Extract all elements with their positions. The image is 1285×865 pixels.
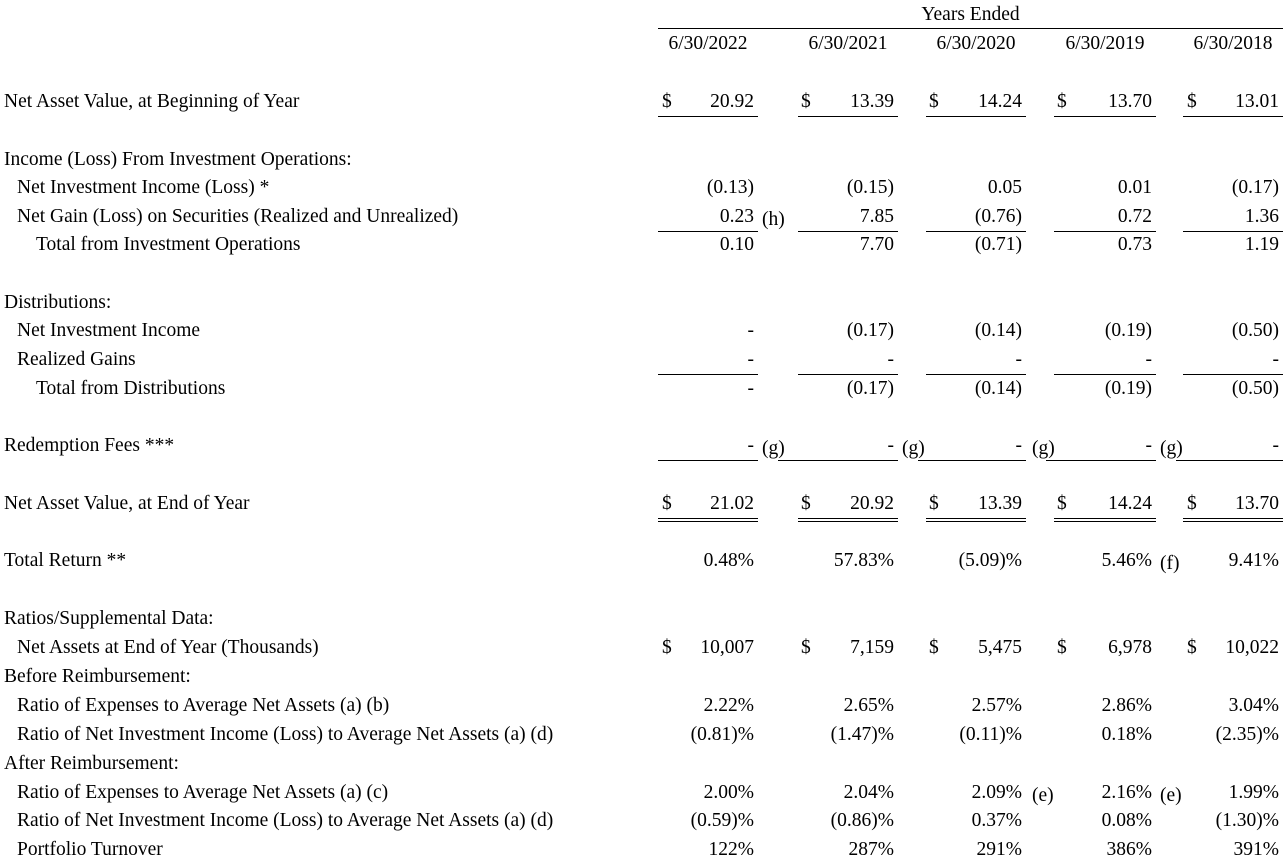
currency-symbol: $ [929,91,939,112]
nav-end-value: 20.92 [850,493,894,514]
net-gain-value: 0.72 [1117,206,1152,227]
total-return-value: 9.41% [1228,550,1279,571]
underline-rule [778,460,798,461]
underline-rule [798,116,898,117]
column-header-6-30-2020: 6/30/2020 [936,33,1016,54]
before-heading-label: Before Reimbursement: [4,666,191,687]
before-nii-value: 0.18% [1101,724,1152,745]
after-nii-value: (0.86)% [830,810,894,831]
currency-symbol: $ [801,91,811,112]
total-dist-value: (0.14) [974,378,1022,399]
underline-rule [1046,460,1054,461]
before-expenses-label: Ratio of Expenses to Average Net Assets (a) (b) [17,695,390,716]
total-dist-value: (0.17) [846,378,894,399]
before-expenses-value: 2.65% [843,695,894,716]
underline-rule [926,518,1026,519]
turnover-value: 386% [1106,839,1152,860]
before-expenses-value: 3.04% [1228,695,1279,716]
turnover-value: 287% [848,839,894,860]
before-nii-value: (2.35)% [1215,724,1279,745]
net-assets-value: 6,978 [1108,637,1152,658]
underline-rule [1183,374,1283,375]
total-dist-label: Total from Distributions [36,378,226,399]
after-expenses-value: 2.04% [843,782,894,803]
turnover-value: 122% [708,839,754,860]
net-assets-value: 10,007 [700,637,754,658]
footnote-marker: (e) [1160,785,1182,806]
before-expenses-value: 2.86% [1101,695,1152,716]
nii-value: (0.17) [1231,177,1279,198]
net-assets-label: Net Assets at End of Year (Thousands) [17,637,319,658]
total-dist-value: (0.50) [1231,378,1279,399]
total-return-value: (5.09)% [958,550,1022,571]
underline-rule [1183,116,1283,117]
turnover-value: 291% [976,839,1022,860]
total-dist-value: - [747,378,754,399]
dist-nii-value: (0.17) [846,320,894,341]
underline-rule [1183,231,1283,232]
realized-gains-value: - [1145,349,1152,370]
footnote-marker: (f) [1160,553,1180,574]
before-nii-value: (0.11)% [959,724,1022,745]
turnover-label: Portfolio Turnover [17,839,163,860]
after-nii-label: Ratio of Net Investment Income (Loss) to Average Net Assets (a) (d) [17,810,554,831]
ratios-heading-label: Ratios/Supplemental Data: [4,608,214,629]
underline-rule [1176,460,1183,461]
underline-rule [926,460,1026,461]
dist-nii-value: (0.19) [1104,320,1152,341]
after-nii-value: 0.37% [971,810,1022,831]
underline-rule [1054,460,1156,461]
total-return-value: 0.48% [703,550,754,571]
nav-end-value: 13.39 [978,493,1022,514]
footnote-marker: (g) [902,438,925,459]
currency-symbol: $ [1057,493,1067,514]
net-gain-value: (0.76) [974,206,1022,227]
after-nii-value: (1.30)% [1215,810,1279,831]
years-ended-heading: Years Ended [921,4,1020,25]
column-header-6-30-2019: 6/30/2019 [1065,33,1145,54]
total-return-label: Total Return ** [4,550,127,571]
redemption-fees-value: - [1145,435,1152,456]
total-return-value: 5.46% [1101,550,1152,571]
total-ops-value: 0.73 [1117,234,1152,255]
after-heading-label: After Reimbursement: [4,753,179,774]
before-expenses-value: 2.57% [971,695,1022,716]
net-assets-value: 7,159 [850,637,894,658]
nav-begin-label: Net Asset Value, at Beginning of Year [4,91,300,112]
nii-value: 0.01 [1117,177,1152,198]
nav-begin-value: 14.24 [978,91,1022,112]
before-nii-value: (0.81)% [690,724,754,745]
underline-rule [658,231,758,232]
underline-rule [1054,116,1156,117]
nav-begin-value: 13.39 [850,91,894,112]
after-nii-value: (0.59)% [690,810,754,831]
nii-label: Net Investment Income (Loss) * [17,177,270,198]
column-header-6-30-2022: 6/30/2022 [668,33,748,54]
currency-symbol: $ [662,637,672,658]
footnote-marker: (g) [1032,438,1055,459]
net-gain-value: 0.23 [719,206,754,227]
income-heading-label: Income (Loss) From Investment Operations: [4,149,352,170]
column-header-6-30-2018: 6/30/2018 [1193,33,1273,54]
net-gain-value: 1.36 [1244,206,1279,227]
dist-nii-value: - [747,320,754,341]
underline-rule [1183,460,1283,461]
dist-nii-value: (0.14) [974,320,1022,341]
column-header-6-30-2021: 6/30/2021 [808,33,888,54]
realized-gains-label: Realized Gains [17,349,136,370]
after-expenses-value: 1.99% [1228,782,1279,803]
underline-rule [798,521,898,522]
underline-rule [926,231,1026,232]
underline-rule [1054,518,1156,519]
underline-rule [658,521,758,522]
net-assets-value: 10,022 [1225,637,1279,658]
after-expenses-value: 2.09% [971,782,1022,803]
nav-end-label: Net Asset Value, at End of Year [4,493,250,514]
realized-gains-value: - [747,349,754,370]
underline-rule [1183,518,1283,519]
net-gain-label: Net Gain (Loss) on Securities (Realized and Unrealized) [17,206,459,227]
nav-begin-value: 13.01 [1235,91,1279,112]
total-dist-value: (0.19) [1104,378,1152,399]
underline-rule [926,521,1026,522]
after-expenses-value: 2.16% [1101,782,1152,803]
dist-heading-label: Distributions: [4,292,112,313]
currency-symbol: $ [929,637,939,658]
currency-symbol: $ [662,493,672,514]
underline-rule [798,374,898,375]
nav-end-value: 14.24 [1108,493,1152,514]
total-return-value: 57.83% [833,550,894,571]
currency-symbol: $ [1057,637,1067,658]
redemption-fees-value: - [1272,435,1279,456]
currency-symbol: $ [1187,637,1197,658]
before-expenses-value: 2.22% [703,695,754,716]
underline-rule [918,460,926,461]
total-ops-label: Total from Investment Operations [36,234,301,255]
underline-rule [926,116,1026,117]
before-nii-value: (1.47)% [830,724,894,745]
currency-symbol: $ [1187,493,1197,514]
underline-rule [798,460,898,461]
total-ops-value: 7.70 [859,234,894,255]
total-ops-value: (0.71) [974,234,1022,255]
underline-rule [926,374,1026,375]
currency-symbol: $ [1187,91,1197,112]
nav-begin-value: 20.92 [710,91,754,112]
dist-nii-value: (0.50) [1231,320,1279,341]
redemption-fees-label: Redemption Fees *** [4,435,175,456]
redemption-fees-value: - [887,435,894,456]
underline-rule [658,460,758,461]
footnote-marker: (g) [762,438,785,459]
nii-value: (0.15) [846,177,894,198]
realized-gains-value: - [1272,349,1279,370]
currency-symbol: $ [929,493,939,514]
underline-rule [1054,374,1156,375]
before-nii-label: Ratio of Net Investment Income (Loss) to Average Net Assets (a) (d) [17,724,554,745]
dist-nii-label: Net Investment Income [17,320,201,341]
net-assets-value: 5,475 [978,637,1022,658]
realized-gains-value: - [1015,349,1022,370]
realized-gains-value: - [887,349,894,370]
footnote-marker: (h) [762,209,785,230]
redemption-fees-value: - [747,435,754,456]
nii-value: (0.13) [706,177,754,198]
net-gain-value: 7.85 [859,206,894,227]
underline-rule [1054,231,1156,232]
currency-symbol: $ [662,91,672,112]
underline-rule [798,518,898,519]
underline-rule [1054,521,1156,522]
footnote-marker: (e) [1032,785,1054,806]
nii-value: 0.05 [987,177,1022,198]
after-expenses-label: Ratio of Expenses to Average Net Assets (a) (c) [17,782,389,803]
turnover-value: 391% [1233,839,1279,860]
redemption-fees-value: - [1015,435,1022,456]
nav-end-value: 21.02 [710,493,754,514]
underline-rule [658,374,758,375]
currency-symbol: $ [801,637,811,658]
after-nii-value: 0.08% [1101,810,1152,831]
underline-rule [658,518,758,519]
total-ops-value: 0.10 [719,234,754,255]
underline-rule [1183,521,1283,522]
currency-symbol: $ [1057,91,1067,112]
underline-rule [658,116,758,117]
header-rule [658,28,1283,29]
nav-end-value: 13.70 [1235,493,1279,514]
underline-rule [798,231,898,232]
nav-begin-value: 13.70 [1108,91,1152,112]
total-ops-value: 1.19 [1244,234,1279,255]
after-expenses-value: 2.00% [703,782,754,803]
footnote-marker: (g) [1160,438,1183,459]
currency-symbol: $ [801,493,811,514]
